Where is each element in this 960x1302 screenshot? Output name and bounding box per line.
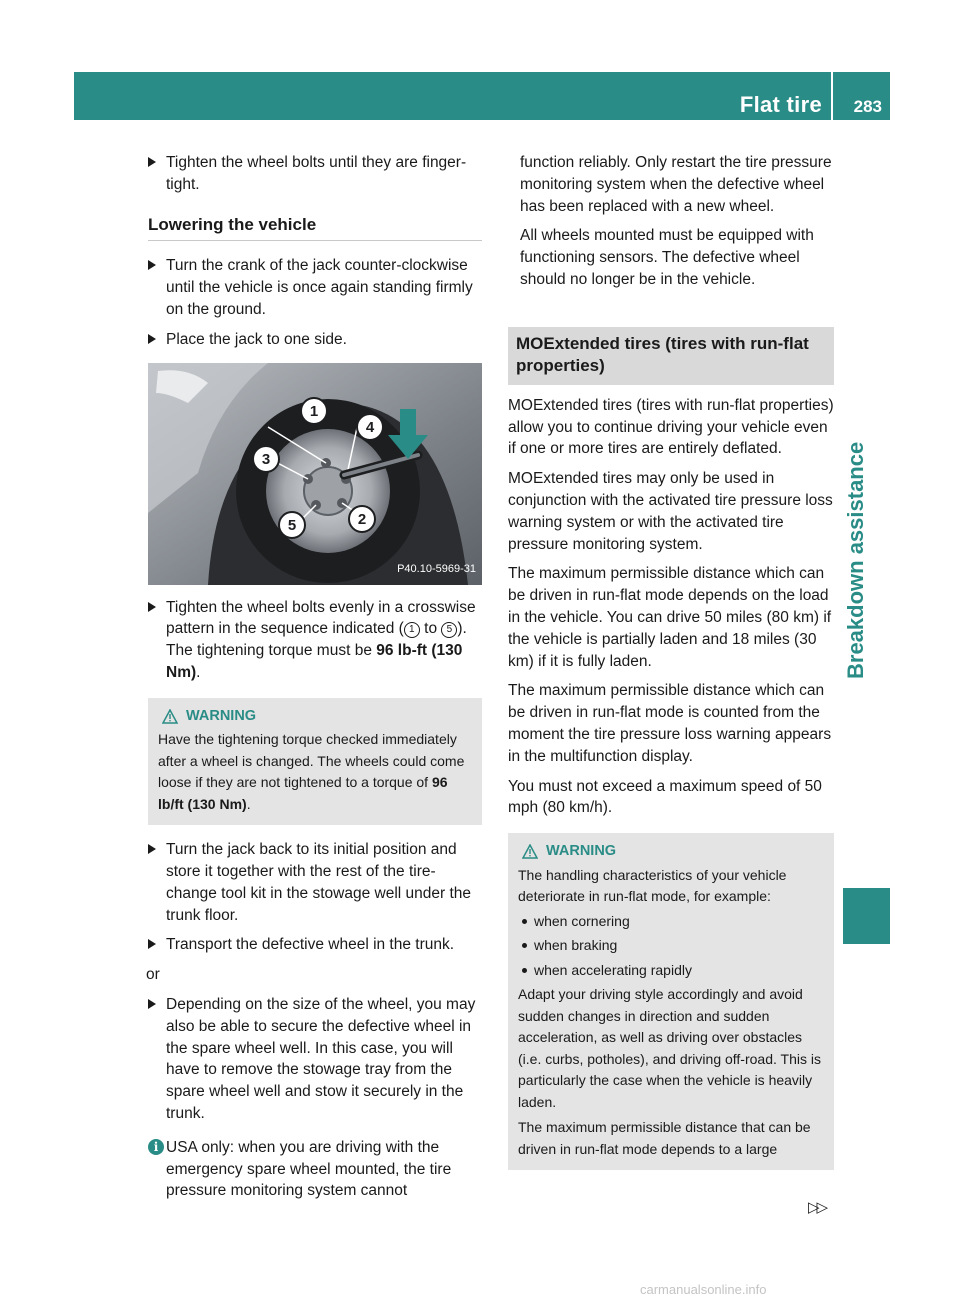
step-text: Turn the jack back to its initial position and store it together with the rest of the tire-change tool kit in the stowage well under the trunk floor. [166, 841, 472, 924]
header-divider [831, 72, 833, 120]
step-text: Tighten the wheel bolts until they are finger-tight. [166, 154, 467, 193]
body-paragraph: The maximum permissible distance which can be driven in run-flat mode is counted from the moment the tire pressure loss warning appears in the multifunction display. [508, 682, 832, 765]
callout-1-ref: 1 [404, 622, 420, 638]
instruction-step [148, 329, 482, 351]
instruction-step [148, 839, 482, 926]
instruction-step [148, 597, 482, 684]
wheel-illustration-graphic [148, 363, 482, 585]
list-item: when braking [518, 935, 824, 957]
step-arrow-icon [148, 602, 156, 612]
watermark: carmanualsonline.info [640, 1282, 767, 1297]
section-heading: Lowering the vehicle [148, 214, 482, 242]
torque-value: 96 lb-ft (130 Nm) [166, 642, 463, 681]
warning-heading [158, 706, 472, 728]
info-note-continued: function reliably. Only restart the tire pressure monitoring system when the defective wheel has been replaced with a new wheel. [520, 154, 832, 215]
instruction-step [148, 152, 482, 196]
step-text: Place the jack to one side. [166, 330, 347, 348]
warning-label: WARNING [186, 707, 257, 724]
page-title: Flat tire [739, 92, 822, 117]
instruction-step [148, 255, 482, 320]
warning-text-part: . [246, 795, 251, 812]
warning-text: Adapt your driving style accordingly and avoid sudden changes in direction and sudden acceleration, as well as driving over obstacles (i.e. curbs, potholes), and driving off-road. This is particularly the case when the vehicle is heavily laden. [518, 986, 821, 1110]
instruction-step [148, 934, 482, 956]
step-text: Turn the crank of the jack counter-clockwise until the vehicle is once again standing firmly on the ground. [166, 257, 473, 318]
step-arrow-icon [148, 334, 156, 344]
warning-text: The handling characteristics of your vehicle deteriorate in run-flat mode, for example: [518, 866, 787, 905]
warning-text-part: Have the tightening torque checked immediately after a wheel is changed. The wheels could come loose if they are not tightened to a torque of [158, 731, 465, 791]
step-arrow-icon [148, 157, 156, 167]
callout-4-label: 4 [365, 418, 375, 436]
warning-text: The maximum permissible distance that can be driven in run-flat mode depends to a large [518, 1119, 811, 1157]
body-paragraph: The maximum permissible distance which can be driven in run-flat mode depends on the load in the vehicle. You can drive 50 miles (80 km) if the vehicle is partially laden and 18 miles (30 km) if it is fully laden. [508, 565, 832, 670]
step-arrow-icon [148, 939, 156, 949]
warning-label: WARNING [546, 843, 617, 860]
info-note-continued: All wheels mounted must be equipped with functioning sensors. The defective wheel should no longer be in the vehicle. [520, 227, 814, 288]
step-text-part: ). The tightening torque must be [166, 620, 467, 660]
warning-list [518, 911, 824, 982]
section-tab-marker [843, 888, 890, 944]
right-column [508, 152, 834, 1184]
step-text: Transport the defective wheel in the trunk. [166, 936, 455, 954]
continued-arrows-icon: ▷▷ [808, 1199, 826, 1216]
page-number: 283 [853, 97, 882, 116]
step-text [166, 599, 476, 681]
warning-box [508, 833, 834, 1170]
header-bar [74, 72, 890, 120]
wheel-bolt-illustration [148, 363, 482, 585]
left-column [148, 152, 482, 1210]
step-arrow-icon [148, 999, 156, 1009]
step-arrow-icon [148, 844, 156, 854]
warning-triangle-icon [522, 844, 538, 860]
info-icon: i [148, 1139, 164, 1155]
callout-5-label: 5 [287, 516, 297, 534]
callout-2-label: 2 [357, 510, 367, 528]
body-paragraph: You must not exceed a maximum speed of 50 mph (80 km/h). [508, 777, 822, 817]
warning-triangle-icon [162, 709, 178, 725]
step-text: Depending on the size of the wheel, you may also be able to secure the defective wheel in the spare wheel well. In this case, you will have to remove the stowage tray from the spare wheel well and stow it securely in the trunk. [166, 996, 476, 1123]
step-arrow-icon [148, 260, 156, 270]
warning-text [158, 729, 472, 815]
step-text-part: . [196, 663, 201, 681]
step-text-part: to [419, 620, 442, 638]
instruction-step [148, 994, 482, 1125]
step-text-part: Tighten the wheel bolts evenly in a crosswise pattern in the sequence indicated ( [166, 598, 476, 638]
body-paragraph: MOExtended tires may only be used in conjunction with the activated tire pressure loss warning system or with the activated tire pressure monitoring system. [508, 470, 833, 553]
warning-heading [518, 841, 824, 863]
info-text: USA only: when you are driving with the emergency spare wheel mounted, the tire pressure monitoring system cannot [166, 1138, 452, 1200]
info-note [148, 1137, 482, 1202]
section-heading: MOExtended tires (tires with run-flat properties) [508, 327, 834, 385]
list-item: when accelerating rapidly [518, 960, 824, 982]
callout-3-label: 3 [261, 450, 271, 468]
list-item: when cornering [518, 911, 824, 933]
or-text: or [146, 966, 160, 984]
section-tab-label: Breakdown assistance [843, 441, 868, 679]
callout-1-label: 1 [309, 402, 319, 420]
warning-box [148, 698, 482, 826]
callout-5-ref: 5 [441, 622, 457, 638]
warning-torque-value: 96 lb/ft (130 Nm) [158, 774, 448, 812]
figure-code: P40.10-5969-31 [397, 562, 476, 575]
body-paragraph: MOExtended tires (tires with run-flat properties) allow you to continue driving your vehicle even if one or more tires are entirely deflated. [508, 396, 834, 458]
